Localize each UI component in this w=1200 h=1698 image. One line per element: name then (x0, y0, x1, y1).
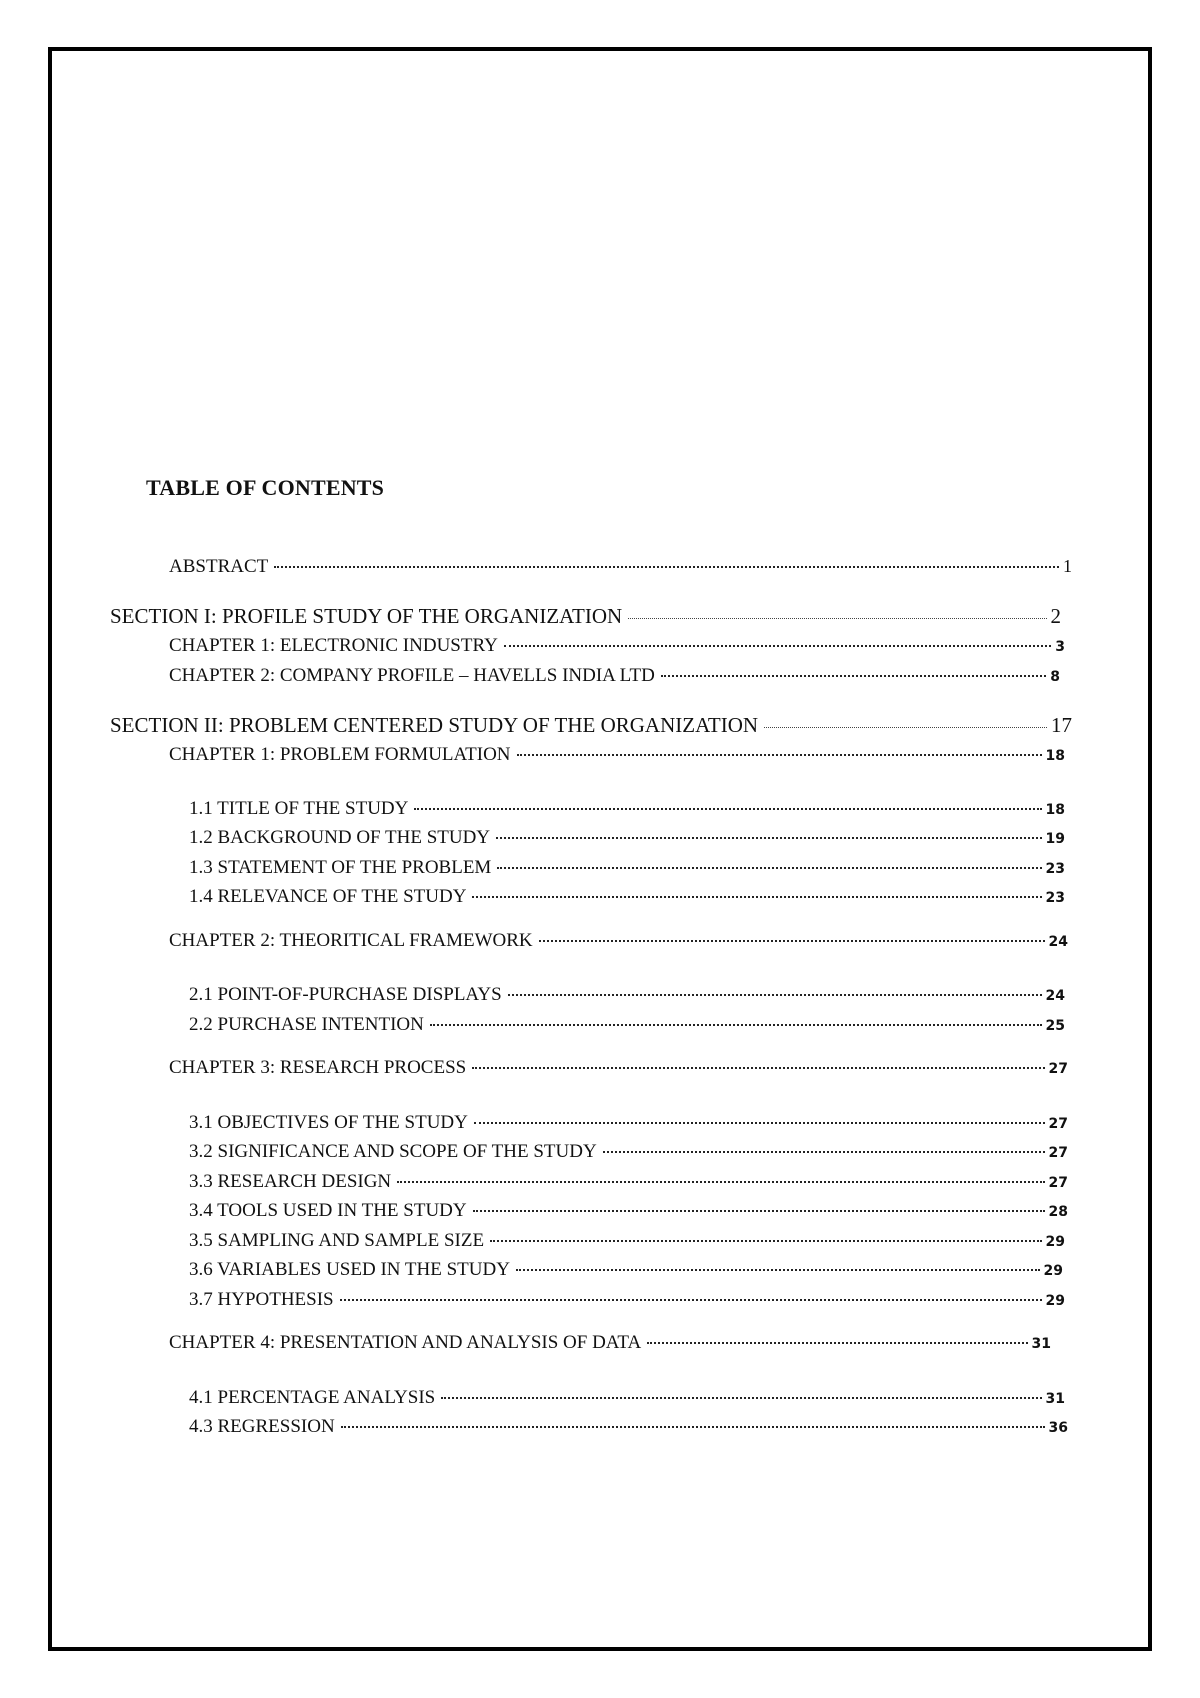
dot-leader (497, 867, 1041, 869)
toc-entry-page: 27 (1048, 1175, 1068, 1191)
toc-entry-label: 4.1 PERCENTAGE ANALYSIS (189, 1387, 436, 1408)
toc-entry-label: 1.1 TITLE OF THE STUDY (189, 798, 409, 819)
toc-entry-page: 27 (1048, 1116, 1068, 1132)
dot-leader (341, 1426, 1045, 1428)
toc-entry-label: 1.4 RELEVANCE OF THE STUDY (189, 886, 467, 907)
dot-leader (628, 618, 1046, 619)
dot-leader (517, 754, 1042, 756)
toc-entry-4-3[interactable] (189, 1415, 1068, 1439)
toc-entry-1-3[interactable] (189, 856, 1065, 880)
dot-leader (764, 727, 1047, 728)
toc-entry-page: 29 (1045, 1234, 1065, 1250)
toc-entry-label: ABSTRACT (169, 556, 269, 577)
dot-leader (603, 1151, 1045, 1153)
toc-entry-page: 19 (1045, 831, 1065, 847)
toc-entry-label: CHAPTER 3: RESEARCH PROCESS (169, 1057, 467, 1078)
toc-entry-3-6[interactable] (189, 1258, 1063, 1282)
dot-leader (490, 1240, 1041, 1242)
dot-leader (472, 1067, 1044, 1069)
toc-entry-page: 28 (1048, 1204, 1068, 1220)
toc-entry-3-2[interactable] (189, 1140, 1068, 1164)
toc-entry-chapter-1-problem-formulation[interactable] (169, 743, 1065, 767)
toc-entry-chapter-4-presentation-analysis[interactable] (169, 1331, 1051, 1355)
toc-entry-label: SECTION I: PROFILE STUDY OF THE ORGANIZATION (110, 604, 623, 628)
toc-entry-label: CHAPTER 1: ELECTRONIC INDUSTRY (169, 635, 498, 656)
toc-entry-page: 29 (1043, 1263, 1063, 1279)
toc-entry-page: 18 (1045, 748, 1065, 764)
toc-entry-abstract[interactable] (169, 554, 1072, 578)
toc-entry-1-2[interactable] (189, 826, 1065, 850)
toc-entry-3-1[interactable] (189, 1111, 1068, 1135)
dot-leader (661, 675, 1046, 677)
toc-entry-page: 24 (1048, 934, 1068, 950)
toc-entry-2-2[interactable] (189, 1013, 1065, 1037)
toc-entry-page: 25 (1045, 1018, 1065, 1034)
toc-entry-page: 31 (1031, 1336, 1051, 1352)
toc-entry-3-3[interactable] (189, 1170, 1068, 1194)
dot-leader (539, 940, 1045, 942)
dot-leader (397, 1181, 1044, 1183)
dot-leader (516, 1269, 1040, 1271)
toc-entry-chapter-2-company-profile[interactable] (169, 664, 1060, 688)
toc-entry-page: 36 (1048, 1420, 1068, 1436)
toc-entry-label: 3.5 SAMPLING AND SAMPLE SIZE (189, 1230, 485, 1251)
toc-entry-page: 18 (1045, 802, 1065, 818)
toc-entry-3-4[interactable] (189, 1199, 1068, 1223)
toc-entry-label: CHAPTER 1: PROBLEM FORMULATION (169, 744, 511, 765)
toc-entry-2-1[interactable] (189, 983, 1065, 1007)
toc-entry-1-1[interactable] (189, 797, 1065, 821)
toc-entry-label: 3.1 OBJECTIVES OF THE STUDY (189, 1112, 468, 1133)
dot-leader (508, 994, 1042, 996)
toc-entry-chapter-2-theoretical-framework[interactable] (169, 929, 1068, 953)
toc-entry-section-2[interactable] (110, 713, 1072, 737)
dot-leader (274, 566, 1059, 568)
toc-entry-3-7[interactable] (189, 1288, 1065, 1312)
dot-leader (472, 896, 1041, 898)
toc-entry-label: 3.7 HYPOTHESIS (189, 1289, 334, 1310)
toc-entry-page: 27 (1048, 1061, 1068, 1077)
dot-leader (430, 1024, 1042, 1026)
toc-entry-page: 3 (1055, 639, 1065, 655)
toc-entry-chapter-1-electronic-industry[interactable] (169, 634, 1065, 658)
toc-entry-page: 23 (1045, 890, 1065, 906)
toc-entry-label: 1.2 BACKGROUND OF THE STUDY (189, 827, 491, 848)
toc-entry-label: 3.3 RESEARCH DESIGN (189, 1171, 392, 1192)
toc-entry-1-4[interactable] (189, 885, 1065, 909)
toc-entry-page: 8 (1050, 669, 1060, 685)
toc-heading: TABLE OF CONTENTS (146, 475, 385, 500)
toc-entry-label: 3.6 VARIABLES USED IN THE STUDY (189, 1259, 510, 1280)
dot-leader (340, 1299, 1042, 1301)
toc-entry-chapter-3-research-process[interactable] (169, 1056, 1068, 1080)
toc-entry-page: 2 (1050, 604, 1061, 628)
dot-leader (504, 645, 1051, 647)
toc-entry-label: SECTION II: PROBLEM CENTERED STUDY OF THE ORGANIZATION (110, 713, 759, 737)
dot-leader (473, 1210, 1045, 1212)
toc-entry-label: 3.2 SIGNIFICANCE AND SCOPE OF THE STUDY (189, 1141, 597, 1162)
toc-entry-page: 17 (1051, 713, 1072, 737)
toc-entry-page: 27 (1048, 1145, 1068, 1161)
toc-entry-page: 23 (1045, 861, 1065, 877)
toc-entry-label: 3.4 TOOLS USED IN THE STUDY (189, 1200, 467, 1221)
dot-leader (496, 837, 1041, 839)
toc-entry-label: 2.1 POINT-OF-PURCHASE DISPLAYS (189, 984, 502, 1005)
toc-entry-label: 2.2 PURCHASE INTENTION (189, 1014, 424, 1035)
toc-entry-label: 4.3 REGRESSION (189, 1416, 335, 1437)
dot-leader (474, 1122, 1045, 1124)
toc-entry-3-5[interactable] (189, 1229, 1065, 1253)
toc-entry-label: CHAPTER 2: THEORITICAL FRAMEWORK (169, 930, 533, 951)
dot-leader (414, 808, 1041, 810)
toc-entry-4-1[interactable] (189, 1386, 1065, 1410)
toc-entry-label: 1.3 STATEMENT OF THE PROBLEM (189, 857, 492, 878)
toc-entry-label: CHAPTER 4: PRESENTATION AND ANALYSIS OF DATA (169, 1332, 642, 1353)
dot-leader (647, 1342, 1027, 1344)
toc-entry-page: 31 (1045, 1391, 1065, 1407)
toc-entry-page: 29 (1045, 1293, 1065, 1309)
toc-entry-page: 1 (1063, 556, 1072, 576)
toc-entry-section-1[interactable] (110, 604, 1061, 628)
toc-entry-label: CHAPTER 2: COMPANY PROFILE – HAVELLS INDIA LTD (169, 665, 655, 686)
toc-entry-page: 24 (1045, 988, 1065, 1004)
dot-leader (441, 1397, 1041, 1399)
